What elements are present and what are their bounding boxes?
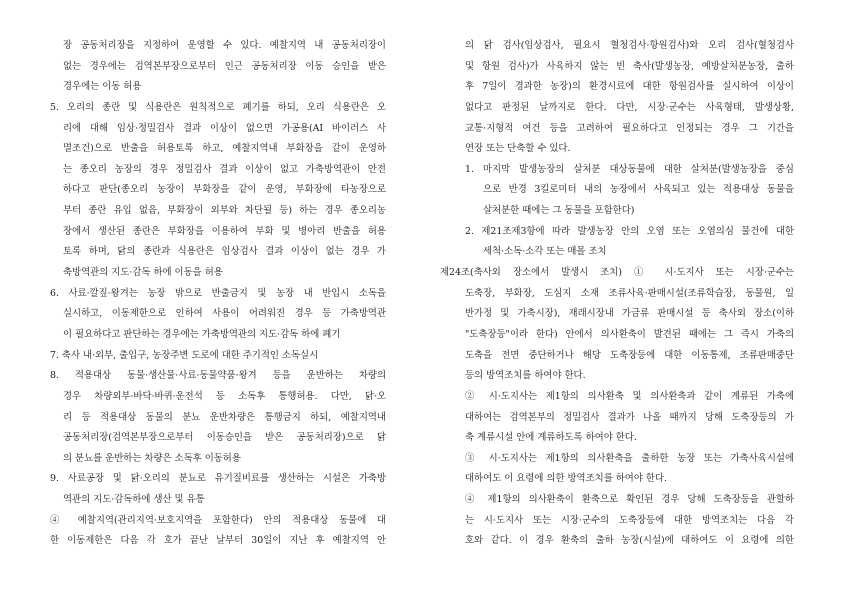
text-line: 도축을 전면 중단하거나 해당 도축장등에 대한 이동통제, 조류판매중단 (465, 349, 794, 361)
text-line: 6. 사료·깔짚·왕겨는 농장 밖으로 반출금지 및 농장 내 반입시 소독을 (50, 287, 386, 299)
right-column (440, 36, 794, 552)
text-line: 하다고 판단(종오리 농장이 부화장을 같이 운영, 부화장에 타농장으로 (63, 184, 386, 196)
text-line: 반가정 및 가축시장), 재래시장내 가금류 판매시설 등 축사외 장소(이하 (465, 308, 794, 320)
text-line: 경우 차량외부·바닥·바퀴·운전석 등 소독후 통행허용. 다만, 닭·오 (63, 390, 386, 402)
text-line: 세척·소독·소각 또는 매몰 조치 (483, 246, 607, 258)
text-line: 7. 축사 내·외부, 출입구, 농장주변 도로에 대한 주기적인 소독실시 (50, 349, 319, 361)
text-line: 없다고 판정된 날까지로 한다. 다만, 시장·군수는 사육형태, 발생상황, (465, 101, 794, 113)
text-line: 멸조건)으로 반출을 허용토록 하고, 예찰지역내 부화장을 같이 운영하 (63, 143, 386, 155)
text-line: 2. 제21조제3항에 따라 발생농장 안의 오염 또는 오염의심 물건에 대한 (465, 225, 794, 237)
text-line: 대하여도 이 요령에 의한 방역조치를 하여야 한다. (465, 473, 667, 485)
text-line: 이 필요하다고 판단하는 경우에는 가축방역관의 지도·감독 하에 폐기 (63, 328, 341, 340)
text-line: 공동처리장(검역본부장으로부터 이동승인을 받은 공동처리장)으로 닭 (63, 432, 386, 444)
text-line: 경우에는 이동 허용 (63, 81, 142, 93)
text-line: 축 계류시설 안에 계류하도록 하여야 한다. (465, 432, 637, 444)
text-line: 장 공동처리장을 지정하여 운영할 수 있다. 예찰지역 내 공동처리장이 (63, 40, 386, 51)
text-line: ④ 예찰지역(관리지역·보호지역을 포함한다) 안의 적용대상 동물에 대 (50, 514, 386, 526)
text-line: 의 닭 검사(임상검사, 필요시 혈청검사·항원검사)와 오리 검사(혈청검사 (465, 40, 794, 51)
text-line: 축방역관의 지도·감독 하에 이동을 허용 (63, 267, 223, 279)
text-line: 는 시·도지사 또는 시장·군수의 도축장등에 대한 방역조치는 다음 각 (465, 514, 794, 526)
text-line: 호와 같다. 이 경우 환축의 출하 농장(시설)에 대하여도 이 요령에 의한 (465, 535, 794, 547)
text-line: 장에서 생산된 종란은 부화장을 이용하여 부화 및 병아리 반출을 허용 (63, 225, 386, 237)
text-line: ② 시·도지사는 제1항의 의사환축 및 의사환축과 같이 계류된 가축에 (465, 390, 794, 402)
text-line: 으로 반경 3킬로미터 내의 농장에서 사육되고 있는 적용대상 동물을 (483, 184, 794, 196)
text-line: 연장 또는 단축할 수 있다. (465, 143, 571, 155)
text-line: 역관의 지도·감독하에 생산 및 유통 (63, 494, 205, 506)
text-line: 없는 경우에는 검역본부장으로부터 인근 공동처리장 이동 승인을 받은 (63, 60, 386, 72)
text-line: 한 이동제한은 다음 각 호가 끝난 날부터 30일이 지난 후 예찰지역 안 (50, 535, 386, 547)
text-line: "도축장등"이라 한다) 안에서 의사환축이 발견된 때에는 그 즉시 가축의 (465, 328, 794, 340)
text-line: 는 종오리 농장의 경우 정밀검사 결과 이상이 없고 가축방역관이 안전 (63, 163, 386, 175)
text-line: 리 등 적용대상 동물의 분뇨 운반차량은 통행금지 하되, 예찰지역내 (63, 411, 386, 423)
text-line: 실시하고, 이동제한으로 인하여 사용이 어려워진 경우 등 가축방역관 (63, 308, 386, 320)
text-line: ③ 시·도지사는 제1항의 의사환축을 출하한 농장 또는 가축사육시설에 (465, 452, 794, 464)
text-line: 대하여는 검역본부의 정밀검사 결과가 나올 때까지 당해 도축장등의 가 (465, 411, 794, 423)
text-line: 교통·지형적 여건 등을 고려하여 필요하다고 인정되는 경우 그 기간을 (465, 122, 794, 134)
text-line: 부터 종란 유입 없음, 부화장이 외부와 차단될 등) 하는 경우 종오리농 (63, 205, 386, 217)
text-line: 리에 대해 임상·정밀검사 결과 이상이 없으면 가공용(AI 바이러스 사 (63, 122, 386, 134)
text-line: 의 분뇨를 운반하는 차량은 소독후 이동허용 (63, 452, 241, 464)
text-line: 후 7일이 경과한 농장)의 환경시료에 대한 항원검사를 실시하여 이상이 (465, 81, 794, 93)
left-column (50, 36, 386, 552)
text-line: 등의 방역조치를 하여야 한다. (465, 370, 586, 382)
text-line: 도축장, 부화장, 도심지 소재 조류사육·판매시설(조류학습장, 동물원, 일 (465, 287, 794, 299)
text-line: 8. 적용대상 동물·생산물·사료·동물약품·왕겨 등을 운반하는 차량의 (50, 370, 386, 382)
text-line: 9. 사료공장 및 닭·오리의 분뇨로 유기질비료를 생산하는 시설은 가축방 (50, 473, 386, 485)
text-line: ④ 제1항의 의사환축이 환축으로 확인된 경우 당해 도축장등을 관할하 (465, 494, 794, 506)
text-line: 1. 마지막 발생농장의 살처분 대상동물에 대한 살처분(발생농장을 중심 (465, 163, 794, 175)
text-line: 및 항원 검사)가 사육하지 않는 빈 축사(발생농장, 예방살처분농장, 출하 (465, 60, 794, 72)
text-line: 제24조(축사외 장소에서 발생시 조치) ① 시·도지사 또는 시장·군수는 (440, 267, 794, 279)
text-line: 5. 오리의 종란 및 식용란은 원칙적으로 폐기를 하되, 오리 식용란은 오 (50, 101, 386, 113)
text-line: 살처분한 때에는 그 동물을 포함한다) (483, 205, 635, 217)
text-line: 토록 하며, 닭의 종란과 식용란은 임상검사 결과 이상이 없는 경우 가 (63, 246, 386, 258)
